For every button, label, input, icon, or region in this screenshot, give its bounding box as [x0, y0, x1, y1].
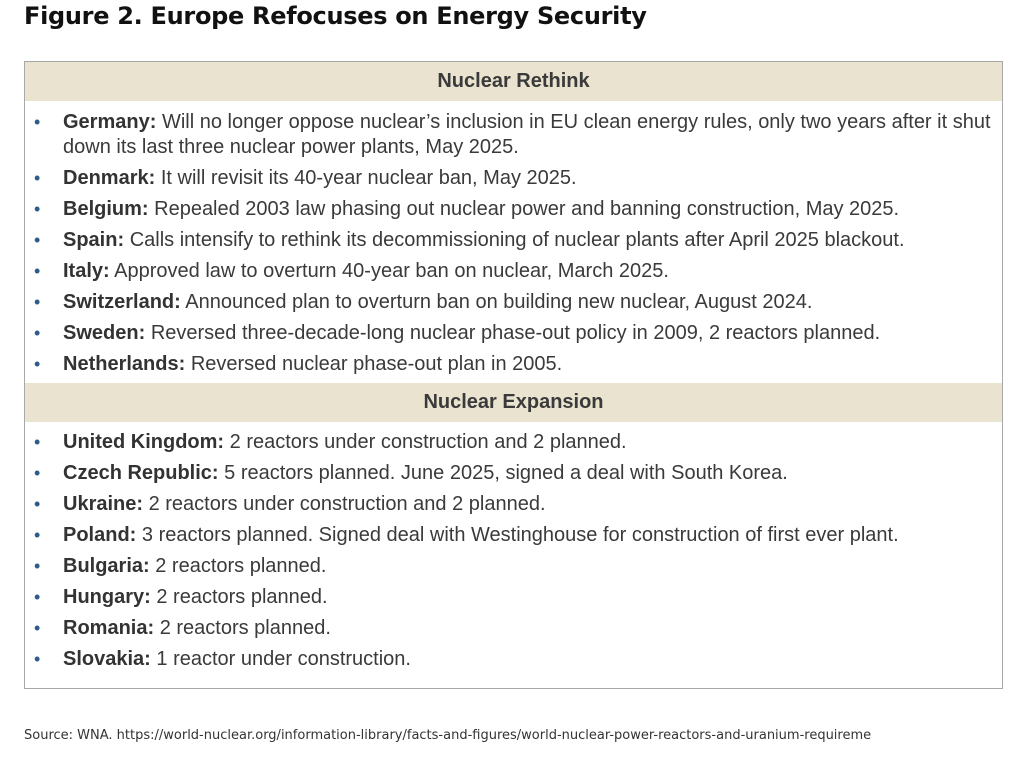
- country-name: Poland:: [63, 524, 137, 546]
- item-text: 2 reactors under construction and 2 planned.: [229, 431, 627, 453]
- list-item: [25, 492, 1002, 517]
- list-item: [25, 290, 1002, 315]
- list-item: [25, 647, 1002, 672]
- item-text: Repealed 2003 law phasing out nuclear power and banning construction, May 2025.: [154, 198, 900, 220]
- bullet-icon: •: [34, 230, 41, 250]
- country-name: Czech Republic:: [63, 462, 219, 484]
- item-text: Will no longer oppose nuclear’s inclusion in EU clean energy rules, only two years after it shut down its last three nuclear power plants, May 2025.: [63, 111, 991, 158]
- item-text: 5 reactors planned. June 2025, signed a deal with South Korea.: [224, 462, 788, 484]
- bullet-icon: •: [34, 261, 41, 281]
- country-name: Sweden:: [63, 322, 146, 344]
- bullet-icon: •: [34, 112, 41, 132]
- list-item: [25, 259, 1002, 284]
- section-heading-nuclear-rethink: Nuclear Rethink: [25, 62, 1002, 101]
- bullet-icon: •: [34, 463, 41, 483]
- country-name: Ukraine:: [63, 493, 144, 515]
- list-item: [25, 228, 1002, 253]
- bullet-icon: •: [34, 525, 41, 545]
- bullet-icon: •: [34, 649, 41, 669]
- list-item: [25, 110, 1002, 160]
- country-name: Italy:: [63, 260, 110, 282]
- list-item: [25, 321, 1002, 346]
- item-text: 3 reactors planned. Signed deal with Westinghouse for construction of first ever plant.: [141, 524, 899, 546]
- section-heading-nuclear-expansion: Nuclear Expansion: [25, 383, 1002, 422]
- list-item: [25, 166, 1002, 191]
- country-name: Bulgaria:: [63, 555, 150, 577]
- bullet-icon: •: [34, 494, 41, 514]
- bullet-icon: •: [34, 323, 41, 343]
- item-text: 1 reactor under construction.: [156, 648, 411, 670]
- country-name: Switzerland:: [63, 291, 181, 313]
- country-name: Netherlands:: [63, 353, 186, 375]
- list-item: [25, 585, 1002, 610]
- item-text: Reversed nuclear phase-out plan in 2005.: [190, 353, 563, 375]
- country-name: Slovakia:: [63, 648, 151, 670]
- bullet-icon: •: [34, 587, 41, 607]
- country-name: Germany:: [63, 111, 157, 133]
- list-item: [25, 616, 1002, 641]
- list-item: [25, 352, 1002, 377]
- nuclear-expansion-list: [25, 422, 1002, 672]
- bullet-icon: •: [34, 432, 41, 452]
- country-name: Hungary:: [63, 586, 151, 608]
- list-item: [25, 461, 1002, 486]
- list-item: [25, 554, 1002, 579]
- bullet-icon: •: [34, 168, 41, 188]
- country-name: Spain:: [63, 229, 125, 251]
- nuclear-rethink-list: [25, 101, 1002, 377]
- item-text: 2 reactors planned.: [156, 586, 328, 608]
- item-text: It will revisit its 40-year nuclear ban, May 2025.: [160, 167, 577, 189]
- country-name: United Kingdom:: [63, 431, 225, 453]
- list-item: [25, 523, 1002, 548]
- bullet-icon: •: [34, 556, 41, 576]
- bullet-icon: •: [34, 354, 41, 374]
- list-item: [25, 197, 1002, 222]
- item-text: Reversed three-decade-long nuclear phase-out policy in 2009, 2 reactors planned.: [150, 322, 881, 344]
- country-name: Romania:: [63, 617, 155, 639]
- bullet-icon: •: [34, 618, 41, 638]
- item-text: 2 reactors under construction and 2 planned.: [148, 493, 546, 515]
- country-name: Belgium:: [63, 198, 149, 220]
- figure-title: Figure 2. Europe Refocuses on Energy Security: [24, 2, 647, 30]
- content-panel: [24, 61, 1003, 689]
- country-name: Denmark:: [63, 167, 156, 189]
- bullet-icon: •: [34, 199, 41, 219]
- list-item: [25, 430, 1002, 455]
- item-text: Announced plan to overturn ban on building new nuclear, August 2024.: [185, 291, 813, 313]
- item-text: 2 reactors planned.: [155, 555, 327, 577]
- item-text: 2 reactors planned.: [159, 617, 331, 639]
- item-text: Approved law to overturn 40-year ban on nuclear, March 2025.: [114, 260, 669, 282]
- bullet-icon: •: [34, 292, 41, 312]
- item-text: Calls intensify to rethink its decommissioning of nuclear plants after April 2025 blackout.: [129, 229, 905, 251]
- source-note: Source: WNA. https://world-nuclear.org/information-library/facts-and-figures/world-nuclear-power-reactors-and-uranium-requireme: [24, 728, 872, 743]
